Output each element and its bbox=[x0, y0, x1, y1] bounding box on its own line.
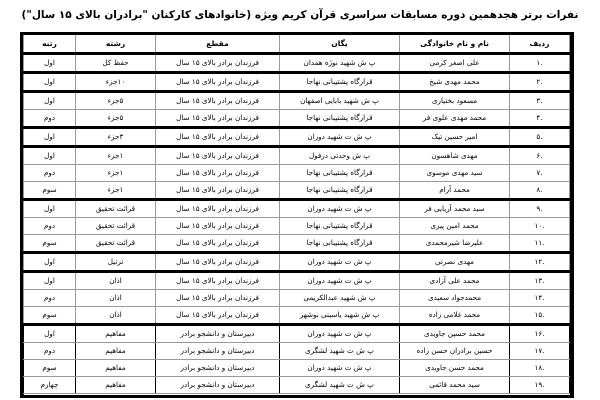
cell-row: .۱۴ bbox=[510, 290, 570, 307]
cell-row: .۶ bbox=[510, 147, 570, 165]
cell-name: سید مهدی موسوی bbox=[400, 165, 510, 182]
cell-unit: پ ش شهید بابایی اصفهان bbox=[280, 92, 400, 110]
cell-level: فرزندان برادر بالای ۱۵ سال bbox=[156, 73, 280, 92]
cell-unit: قرارگاه پشتیبانی نهاجا bbox=[280, 235, 400, 253]
cell-field: ۵جزء bbox=[76, 110, 156, 128]
table-row bbox=[24, 343, 570, 360]
cell-name: محمد مهدی شیخ bbox=[400, 73, 510, 92]
cell-unit: پ ش ت شهید لشگری bbox=[280, 377, 400, 394]
cell-unit: قرارگاه پشتیبانی نهاجا bbox=[280, 218, 400, 235]
cell-unit: پ ش شهید یاسینی بوشهر bbox=[280, 307, 400, 325]
table-row bbox=[24, 235, 570, 253]
cell-unit: قرارگاه پشتیبانی نهاجا bbox=[280, 165, 400, 182]
table-header-row bbox=[24, 35, 570, 54]
cell-unit: پ ش ت شهید دوران bbox=[280, 325, 400, 343]
cell-name: سید محمد قائمی bbox=[400, 377, 510, 394]
cell-name: محمد مهدی علوی فر bbox=[400, 110, 510, 128]
cell-level: فرزندان برادر بالای ۱۵ سال bbox=[156, 307, 280, 325]
cell-row: .۲ bbox=[510, 73, 570, 92]
cell-row: .۵ bbox=[510, 128, 570, 147]
table-row bbox=[24, 128, 570, 147]
header-field: رشته bbox=[76, 35, 156, 54]
cell-rank: اول bbox=[24, 54, 76, 73]
cell-level: دبیرستان و دانشجو برادر bbox=[156, 343, 280, 360]
cell-name: سید محمد آریایی فر bbox=[400, 200, 510, 218]
cell-unit: قرارگاه پشتیبانی نهاجا bbox=[280, 110, 400, 128]
cell-rank: اول bbox=[24, 272, 76, 290]
cell-field: قرائت تحقیق bbox=[76, 200, 156, 218]
cell-field: حفظ کل bbox=[76, 54, 156, 73]
table-row bbox=[24, 290, 570, 307]
cell-field: ۵جزء bbox=[76, 92, 156, 110]
table-row bbox=[24, 200, 570, 218]
cell-unit: قرارگاه پشتیبانی نهاجا bbox=[280, 73, 400, 92]
cell-name: علی اصغر کرمی bbox=[400, 54, 510, 73]
cell-unit: پ ش ت شهید دوران bbox=[280, 360, 400, 377]
cell-rank: دوم bbox=[24, 218, 76, 235]
cell-name: محمد حسین جاویدی bbox=[400, 325, 510, 343]
cell-row: .۱۶ bbox=[510, 325, 570, 343]
cell-rank: اول bbox=[24, 73, 76, 92]
cell-level: فرزندان برادر بالای ۱۵ سال bbox=[156, 182, 280, 200]
header-unit: یگان bbox=[280, 35, 400, 54]
cell-field: ۳جزء bbox=[76, 128, 156, 147]
header-rank: رتبه bbox=[24, 35, 76, 54]
cell-name: محمد غلامی زاده bbox=[400, 307, 510, 325]
cell-level: فرزندان برادر بالای ۱۵ سال bbox=[156, 110, 280, 128]
table-row bbox=[24, 253, 570, 272]
cell-rank: دوم bbox=[24, 290, 76, 307]
cell-unit: پ ش ت شهید دوران bbox=[280, 128, 400, 147]
cell-name: مهدی نصرتی bbox=[400, 253, 510, 272]
table-row bbox=[24, 92, 570, 110]
cell-unit: پ ش ت شهید دوران bbox=[280, 200, 400, 218]
cell-row: .۱ bbox=[510, 54, 570, 73]
cell-row: .۱۵ bbox=[510, 307, 570, 325]
cell-level: فرزندان برادر بالای ۱۵ سال bbox=[156, 253, 280, 272]
cell-name: علیرضا شیرمحمدی bbox=[400, 235, 510, 253]
cell-unit: پ ش وحدتی دزفول bbox=[280, 147, 400, 165]
cell-field: ۱جزء bbox=[76, 182, 156, 200]
table-row bbox=[24, 147, 570, 165]
cell-name: محمد حسن جاویدی bbox=[400, 360, 510, 377]
cell-name: مسعود بختیاری bbox=[400, 92, 510, 110]
cell-rank: دوم bbox=[24, 343, 76, 360]
cell-level: فرزندان برادر بالای ۱۵ سال bbox=[156, 290, 280, 307]
table-row bbox=[24, 325, 570, 343]
cell-row: .۱۳ bbox=[510, 272, 570, 290]
cell-row: .۱۰ bbox=[510, 218, 570, 235]
cell-field: اذان bbox=[76, 290, 156, 307]
cell-level: فرزندان برادر بالای ۱۵ سال bbox=[156, 54, 280, 73]
cell-row: .۴ bbox=[510, 110, 570, 128]
cell-unit: پ ش ت شهید لشگری bbox=[280, 343, 400, 360]
cell-level: فرزندان برادر بالای ۱۵ سال bbox=[156, 147, 280, 165]
results-table bbox=[23, 35, 570, 394]
cell-field: مفاهیم bbox=[76, 360, 156, 377]
cell-field: ۱جزء bbox=[76, 165, 156, 182]
cell-unit: پ ش شهید نوژه همدان bbox=[280, 54, 400, 73]
cell-name: امیر حسین تیک bbox=[400, 128, 510, 147]
cell-field: مفاهیم bbox=[76, 325, 156, 343]
cell-unit: پ ش شهید عبدالکریمی bbox=[280, 290, 400, 307]
cell-name: محمدجواد سعیدی bbox=[400, 290, 510, 307]
cell-row: .۱۱ bbox=[510, 235, 570, 253]
cell-level: فرزندان برادر بالای ۱۵ سال bbox=[156, 272, 280, 290]
cell-field: ترتیل bbox=[76, 253, 156, 272]
cell-rank: چهارم bbox=[24, 377, 76, 394]
cell-rank: اول bbox=[24, 325, 76, 343]
cell-rank: سوم bbox=[24, 235, 76, 253]
cell-name: محمد امین پیری bbox=[400, 218, 510, 235]
cell-unit: قرارگاه پشتیبانی نهاجا bbox=[280, 182, 400, 200]
cell-field: اذان bbox=[76, 272, 156, 290]
cell-rank: اول bbox=[24, 147, 76, 165]
cell-rank: سوم bbox=[24, 360, 76, 377]
table-row bbox=[24, 54, 570, 73]
table-row bbox=[24, 218, 570, 235]
header-row-number: ردیف bbox=[510, 35, 570, 54]
cell-row: .۸ bbox=[510, 182, 570, 200]
cell-row: .۱۸ bbox=[510, 360, 570, 377]
cell-rank: اول bbox=[24, 200, 76, 218]
cell-row: .۳ bbox=[510, 92, 570, 110]
cell-level: دبیرستان و دانشجو برادر bbox=[156, 325, 280, 343]
cell-row: .۱۲ bbox=[510, 253, 570, 272]
cell-name: محمد علی آزادی bbox=[400, 272, 510, 290]
cell-level: دبیرستان و دانشجو برادر bbox=[156, 360, 280, 377]
cell-level: فرزندان برادر بالای ۱۵ سال bbox=[156, 128, 280, 147]
cell-rank: دوم bbox=[24, 110, 76, 128]
cell-row: .۱۷ bbox=[510, 343, 570, 360]
cell-rank: اول bbox=[24, 92, 76, 110]
page-title: نفرات برتر هجدهمین دوره مسابقات سراسری قرآن کریم ویژه (خانوادهای کارکنان "برادران بالای ۱۵ سال") bbox=[21, 9, 579, 21]
cell-name: مهدی شاهسون bbox=[400, 147, 510, 165]
cell-field: ۱۰جزء bbox=[76, 73, 156, 92]
table-row bbox=[24, 360, 570, 377]
cell-rank: سوم bbox=[24, 307, 76, 325]
header-level: مقطع bbox=[156, 35, 280, 54]
table-row bbox=[24, 165, 570, 182]
cell-level: دبیرستان و دانشجو برادر bbox=[156, 377, 280, 394]
table-row bbox=[24, 307, 570, 325]
table-row bbox=[24, 182, 570, 200]
cell-rank: دوم bbox=[24, 165, 76, 182]
table-body bbox=[24, 54, 570, 394]
results-table-container bbox=[20, 32, 574, 398]
table-row bbox=[24, 272, 570, 290]
cell-rank: اول bbox=[24, 253, 76, 272]
cell-row: .۱۹ bbox=[510, 377, 570, 394]
cell-level: فرزندان برادر بالای ۱۵ سال bbox=[156, 218, 280, 235]
cell-unit: پ ش ت شهید دوران bbox=[280, 272, 400, 290]
cell-row: .۷ bbox=[510, 165, 570, 182]
cell-row: .۹ bbox=[510, 200, 570, 218]
cell-field: قرائت تحقیق bbox=[76, 235, 156, 253]
cell-rank: اول bbox=[24, 128, 76, 147]
table-row bbox=[24, 110, 570, 128]
header-name: نام و نام خانوادگی bbox=[400, 35, 510, 54]
cell-level: فرزندان برادر بالای ۱۵ سال bbox=[156, 200, 280, 218]
cell-level: فرزندان برادر بالای ۱۵ سال bbox=[156, 165, 280, 182]
cell-field: قرائت تحقیق bbox=[76, 218, 156, 235]
cell-level: فرزندان برادر بالای ۱۵ سال bbox=[156, 92, 280, 110]
cell-field: اذان bbox=[76, 307, 156, 325]
cell-field: مفاهیم bbox=[76, 343, 156, 360]
cell-rank: سوم bbox=[24, 182, 76, 200]
cell-unit: پ ش ت شهید دوران bbox=[280, 253, 400, 272]
cell-name: محمد آرام bbox=[400, 182, 510, 200]
table-row bbox=[24, 377, 570, 394]
cell-name: حسین برادران حسن زاده bbox=[400, 343, 510, 360]
cell-field: ۱جزء bbox=[76, 147, 156, 165]
cell-field: مفاهیم bbox=[76, 377, 156, 394]
cell-level: فرزندان برادر بالای ۱۵ سال bbox=[156, 235, 280, 253]
table-row bbox=[24, 73, 570, 92]
